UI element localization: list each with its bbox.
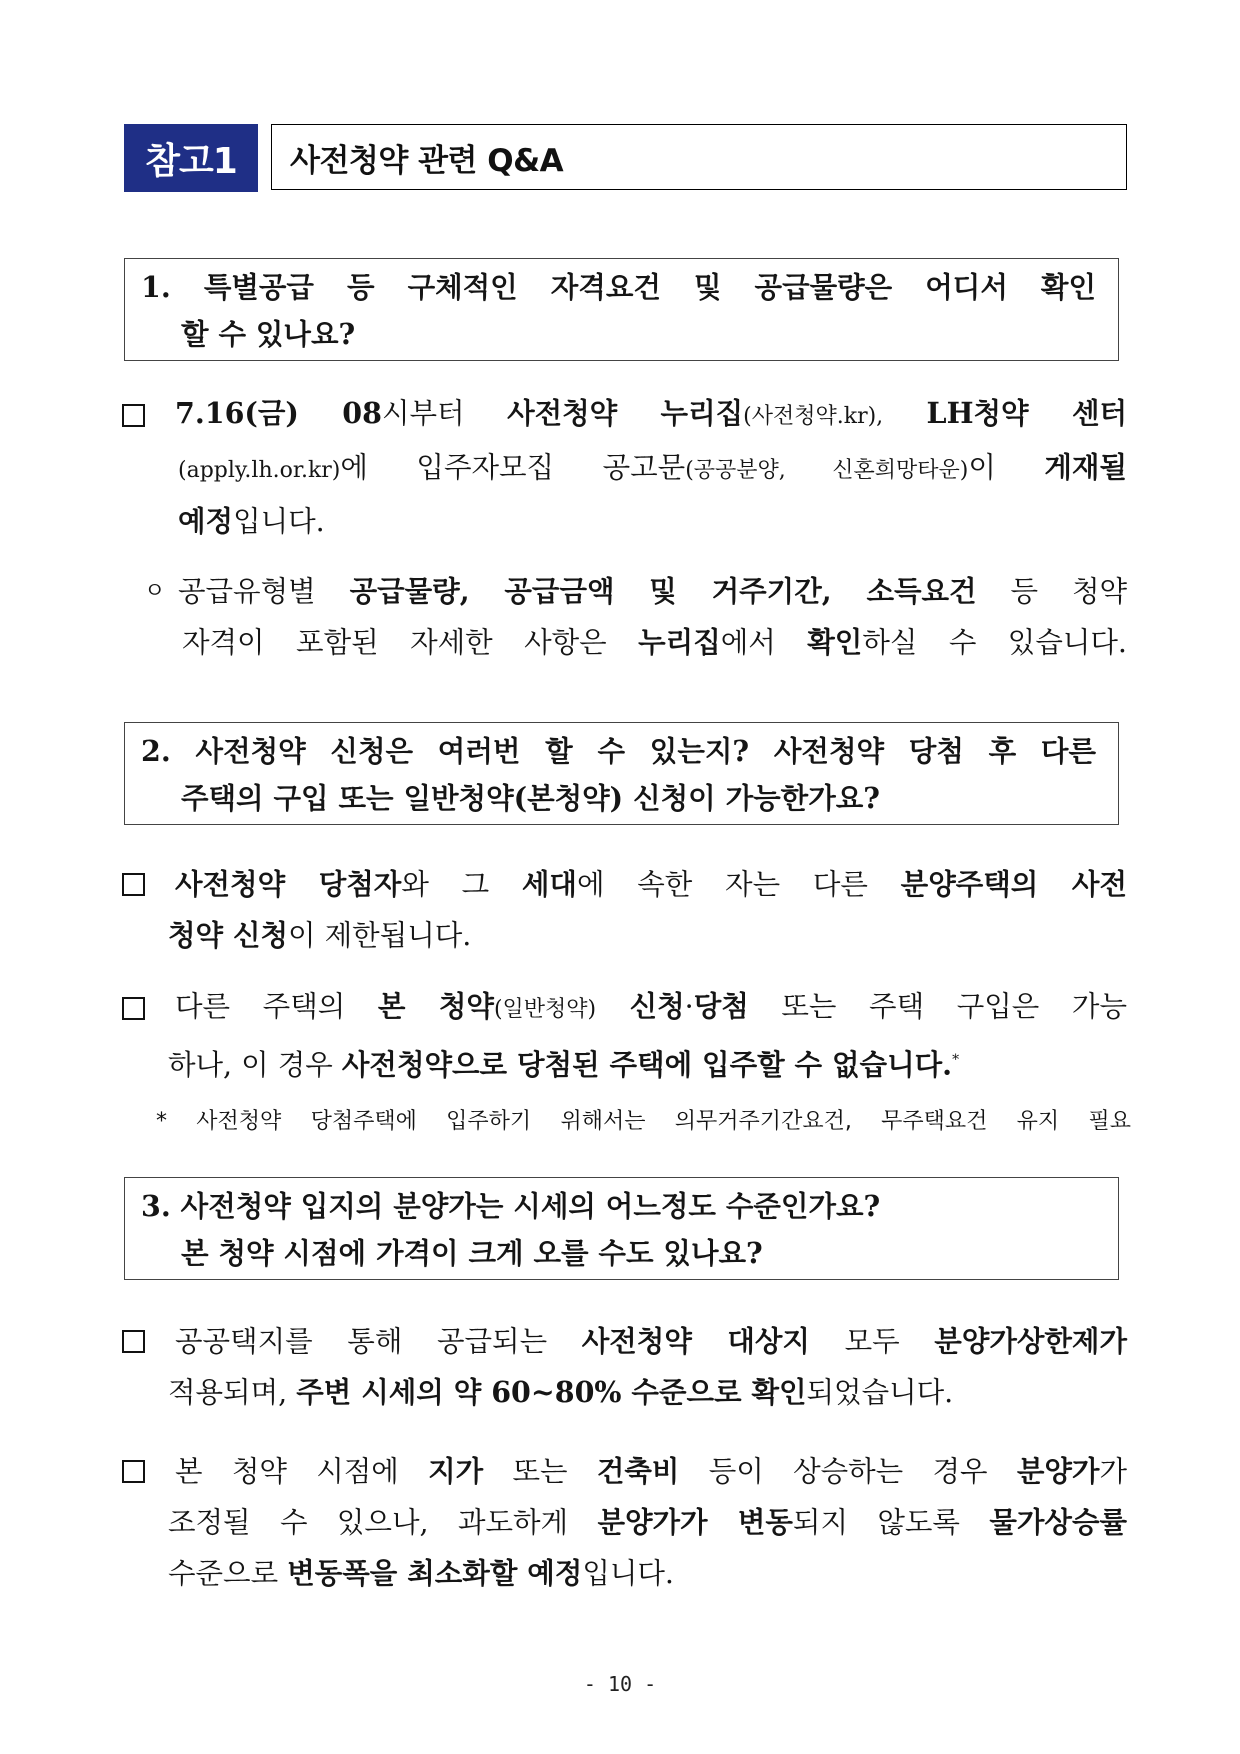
answer-3-p2-line-3: 수준으로 변동폭을 최소화할 예정입니다.: [168, 1556, 674, 1590]
answer-1-paragraph-2: [122, 566, 1127, 668]
answer-3-p2-line-2: 조정될 수 있으나, 과도하게 분양가가 변동되지 않도록 물가상승률: [168, 1505, 1128, 1539]
answer-1-p1-line-2: (apply.lh.or.kr)에 입주자모집 공고문(공공분양, 신혼희망타운)이 게재될: [178, 450, 1127, 484]
checkbox-square-icon: [122, 1460, 145, 1483]
question-box-3: [124, 1177, 1119, 1280]
question-1-line-1: 1. 특별공급 등 구체적인 자격요건 및 공급물량은 어디서 확인: [141, 270, 1096, 304]
answer-2-paragraph-1: [122, 859, 1127, 961]
question-2-line-2: 주택의 구입 또는 일반청약(본청약) 신청이 가능한가요?: [181, 781, 880, 815]
answer-3-p1-line-1: 공공택지를 통해 공급되는 사전청약 대상지 모두 분양가상한제가: [175, 1324, 1127, 1358]
question-1-line-2: 할 수 있나요?: [181, 317, 356, 351]
answer-2-p1-line-2: 청약 신청이 제한됩니다.: [168, 918, 472, 952]
answer-1-p1-line-3: 예정입니다.: [178, 504, 325, 538]
section-header: [124, 124, 1129, 192]
checkbox-square-icon: [122, 1330, 145, 1353]
answer-2-p2-line-1: 다른 주택의 본 청약(일반청약) 신청·당첨 또는 주택 구입은 가능: [175, 989, 1127, 1023]
answer-2-p1-line-1: 사전청약 당첨자와 그 세대에 속한 자는 다른 분양주택의 사전: [175, 867, 1127, 901]
question-2-line-1: 2. 사전청약 신청은 여러번 할 수 있는지? 사전청약 당첨 후 다른: [141, 734, 1096, 768]
answer-3-p2-line-1: 본 청약 시점에 지가 또는 건축비 등이 상승하는 경우 분양가가: [175, 1454, 1127, 1488]
question-box-1: [124, 258, 1119, 361]
answer-2-paragraph-2: [122, 981, 1127, 1091]
answer-2-p2-line-2: 하나, 이 경우 사전청약으로 당첨된 주택에 입주할 수 없습니다.*: [168, 1047, 960, 1082]
answer-1-paragraph-1: [122, 388, 1127, 547]
question-box-2: [124, 722, 1119, 825]
page-title: 사전청약 관련 Q&A: [271, 124, 1127, 190]
checkbox-square-icon: [122, 997, 145, 1020]
checkbox-square-icon: [122, 404, 145, 427]
circle-bullet-icon: ㅇ: [144, 578, 166, 604]
answer-1-p1-line-1: 7.16(금) 08시부터 사전청약 누리집(사전청약.kr), LH청약 센터: [175, 396, 1128, 430]
footnote: * 사전청약 당첨주택에 입주하기 위해서는 의무거주기간요건, 무주택요건 유지 필요: [156, 1109, 1131, 1134]
question-3-line-2: 본 청약 시점에 가격이 크게 오를 수도 있나요?: [181, 1236, 763, 1270]
answer-3-paragraph-2: [122, 1446, 1127, 1599]
page-number: - 10 -: [583, 1672, 657, 1696]
answer-1-p2-line-2: 자격이 포함된 자세한 사항은 누리집에서 확인하실 수 있습니다.: [182, 625, 1127, 659]
question-3-line-1: 3. 사전청약 입지의 분양가는 시세의 어느정도 수준인가요?: [141, 1189, 881, 1223]
answer-3-paragraph-1: [122, 1316, 1127, 1418]
answer-1-p2-line-1: 공급유형별 공급물량, 공급금액 및 거주기간, 소득요건 등 청약: [178, 574, 1128, 608]
reference-tag: 참고1: [124, 124, 258, 192]
checkbox-square-icon: [122, 873, 145, 896]
answer-3-p1-line-2: 적용되며, 주변 시세의 약 60~80% 수준으로 확인되었습니다.: [168, 1375, 954, 1409]
